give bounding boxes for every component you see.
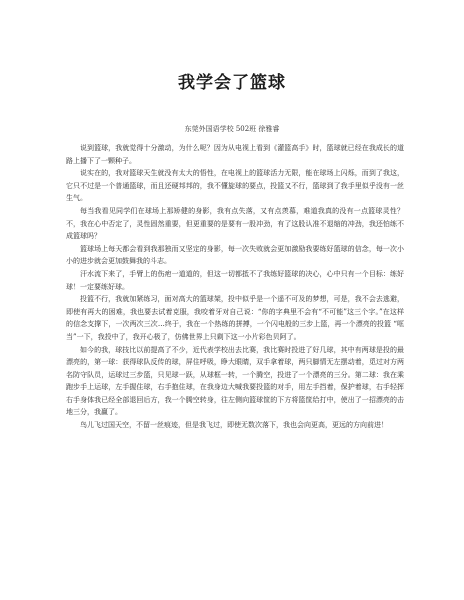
- document-title: 我学会了篮球: [178, 73, 286, 93]
- paragraph-3: 每当我看见同学们在球场上那矫健的身影，我有点失落，又有点羡慕，难道我真的没有一点篮球灵性？不，我在心中否定了，灵性固然重要，但更重要的是要有一股冲劲，有了这股认准不退缩的冲劲，我还怕练不成篮球吗？: [66, 206, 404, 241]
- paragraph-8: 鸟儿飞过国天空，不留一丝痕迹，但是我飞过，即使无数次落下，我也会向更高，更远的方向前进！: [80, 421, 388, 430]
- paragraph-1: 说到篮球，我就觉得十分激动，为什么呢？因为从电视上看到《灌篮高手》时，篮球就已经在我成长的道路上播下了一颗种子。: [66, 144, 404, 165]
- paragraph-2: 说实在的，我对篮球天生就没有太大的悟性，在电视上的篮球活力无限，能在球场上闪烁，而到了我这，它只不过是一个普通篮球，而且还硬邦邦的，我不懂旋球的要点，投篮又不行，篮球到了我手里似乎没有一丝生气。: [66, 169, 404, 203]
- paragraph-5: 汗水流下来了，手臂上的伤疤一道道的，但这一切都抵不了我练好篮球的决心，心中只有一个目标：练好球！一定要练好球。: [66, 269, 404, 291]
- paragraph-6: 投篮不行，我就加紧练习，面对高大的篮球架，投中似乎是一个遥不可及的梦想，可是，我不会去逃避，即使有再大的困难，我也要去试着克服，我咬着牙对自己说：“你的字典里不会有“不可能”这三个字。”在这样的信念支撑下，一次两次三次…终于，我在一个热练的拼搏，一个闪电般的三步上篮，再一个漂亮的投篮 “哐当”一下，我投中了，我开心极了，仿佛世界上只剩下这一小片彩色贝阿了。: [66, 295, 404, 341]
- paragraph-7: 如今的我，球技比以前提高了不少，近代表学校出去比赛，我比赛时投进了好几球，其中有两球是投的最漂亮的，第一球：获得球队反传的球，屏住呼吸，睁大眼睛，双手拿着球，两只脚情无左摆动着，觅过对方两名防守队员，运球过三步篮，只见球一跃，从球框一转，一个腾空，投进了一个漂亮的三分。第二球：我在乘跑步手上运球，左手握住球，右手抱住球，在我身边大喊我要投篮的对手，用左手挡着，保护着球，右手轻挥右手身体我已经全部退回后方，我一个腾空转身，往左侧向篮球筐的下方将篮筐给打中，使出了一招漂亮的击地三分，我赢了。: [66, 345, 404, 417]
- paragraph-4: 篮球场上每天都会看到我那独而又坚定的身影，每一次失败就会更加激励我要练好篮球的信念，每一次小小的进步就会更加鼓舞我的斗志。: [66, 244, 404, 266]
- document-body: [66, 142, 404, 432]
- author-byline: 东莞外国语学校 502班 徐雅睿: [184, 125, 280, 133]
